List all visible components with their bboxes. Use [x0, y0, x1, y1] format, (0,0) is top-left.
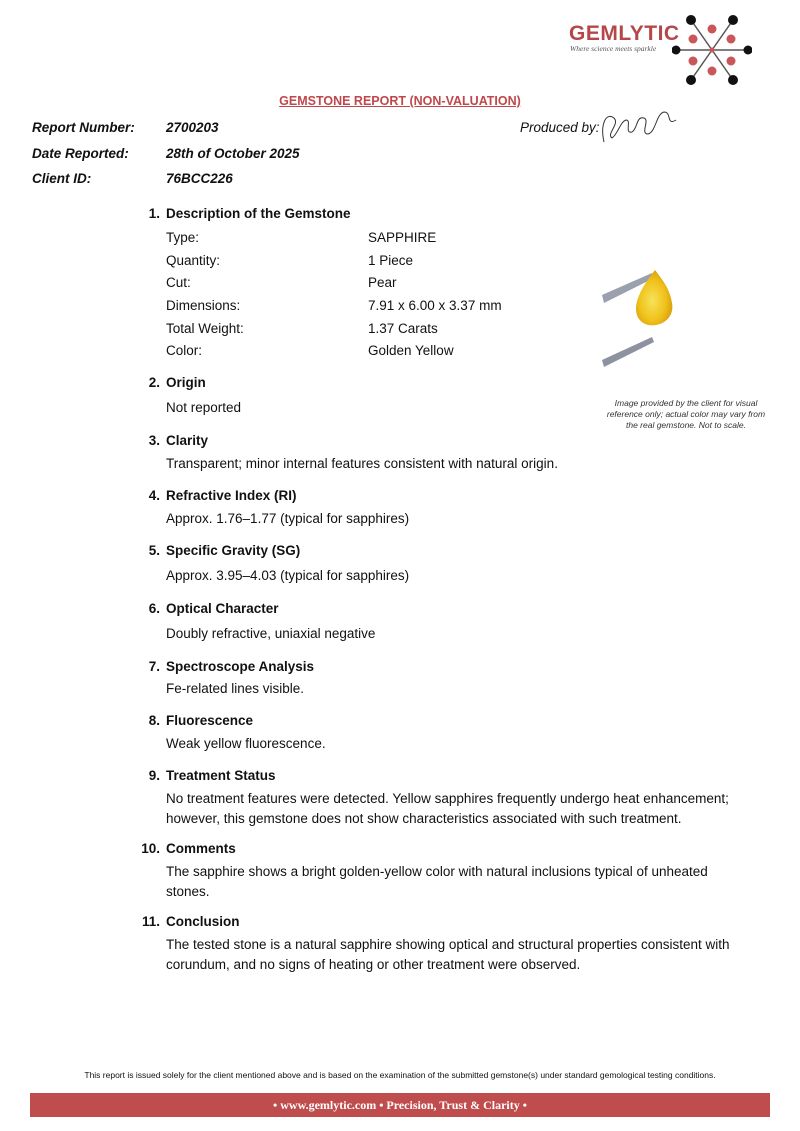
- section-heading: Comments: [166, 841, 236, 856]
- section-number: 2.: [148, 375, 160, 390]
- client-id-label: Client ID:: [32, 171, 92, 186]
- report-title: GEMSTONE REPORT (NON-VALUATION): [279, 94, 521, 108]
- section-text: The tested stone is a natural sapphire showing optical and structural properties consistent with corundum, and no signs of heating or other treatment were observed.: [166, 937, 730, 972]
- section-text: Doubly refractive, uniaxial negative: [166, 626, 376, 641]
- section-text: Not reported: [166, 400, 242, 415]
- color-value: Golden Yellow: [368, 343, 454, 358]
- section-number: 3.: [148, 433, 160, 448]
- section-text: Transparent; minor internal features consistent with natural origin.: [166, 456, 558, 471]
- quantity-value: 1 Piece: [368, 253, 414, 268]
- produced-by-label: Produced by:: [520, 120, 600, 135]
- section-text: No treatment features were detected. Yellow sapphires frequently undergo heat enhancement; however, this gemstone does not show characteristics associated with such treatment.: [166, 791, 729, 826]
- logo-tagline: Where science meets sparkle: [570, 44, 657, 53]
- section-heading: Fluorescence: [166, 713, 254, 728]
- image-caption: Image provided by the client for visual reference only; actual color may vary from the real gemstone. Not to scale.: [606, 398, 766, 430]
- color-label: Color:: [166, 343, 203, 358]
- logo-wordmark: GEMLYTIC: [569, 22, 680, 45]
- section-number: 5.: [148, 543, 160, 558]
- section-number: 7.: [148, 659, 160, 674]
- signature-icon: [596, 104, 686, 150]
- section-text: Approx. 1.76–1.77 (typical for sapphires): [166, 511, 410, 526]
- section-number: 6.: [148, 601, 160, 616]
- type-label: Type:: [166, 230, 200, 245]
- section-heading: Conclusion: [166, 914, 240, 929]
- section-text: Approx. 3.95–4.03 (typical for sapphires): [166, 568, 410, 583]
- report-number-value: 2700203: [166, 120, 219, 135]
- section-text: The sapphire shows a bright golden-yellow color with natural inclusions typical of unheated stones.: [166, 864, 708, 899]
- cut-value: Pear: [368, 275, 397, 290]
- section-heading: Refractive Index (RI): [166, 488, 297, 503]
- section-heading: Description of the Gemstone: [166, 206, 351, 221]
- section-number: 10.: [141, 841, 160, 856]
- date-reported-label: Date Reported:: [32, 146, 129, 161]
- disclaimer: This report is issued solely for the client mentioned above and is based on the examination of the submitted gemstone(s) under standard gemological testing conditions.: [84, 1070, 716, 1080]
- date-reported-value: 28th of October 2025: [166, 146, 300, 161]
- logo-mark-icon: [672, 12, 752, 88]
- section-number: 1.: [148, 206, 160, 221]
- section-heading: Specific Gravity (SG): [166, 543, 301, 558]
- weight-label: Total Weight:: [166, 321, 244, 336]
- section-text: Weak yellow fluorescence.: [166, 736, 326, 751]
- section-number: 9.: [148, 768, 160, 783]
- section-heading: Optical Character: [166, 601, 279, 616]
- section-heading: Spectroscope Analysis: [166, 659, 315, 674]
- dimensions-label: Dimensions:: [166, 298, 241, 313]
- client-id-value: 76BCC226: [166, 171, 233, 186]
- weight-value: 1.37 Carats: [368, 321, 438, 336]
- section-heading: Clarity: [166, 433, 209, 448]
- dimensions-value: 7.91 x 6.00 x 3.37 mm: [368, 298, 502, 313]
- cut-label: Cut:: [166, 275, 191, 290]
- report-number-label: Report Number:: [32, 120, 135, 135]
- footer-bar: • www.gemlytic.com • Precision, Trust & Clarity •: [30, 1093, 770, 1117]
- section-number: 8.: [148, 713, 160, 728]
- quantity-label: Quantity:: [166, 253, 221, 268]
- section-number: 11.: [141, 914, 160, 929]
- section-heading: Origin: [166, 375, 206, 390]
- type-value: SAPPHIRE: [368, 230, 437, 245]
- section-text: Fe-related lines visible.: [166, 681, 305, 696]
- section-number: 4.: [148, 488, 160, 503]
- gemstone-image: [600, 265, 680, 370]
- section-heading: Treatment Status: [166, 768, 276, 783]
